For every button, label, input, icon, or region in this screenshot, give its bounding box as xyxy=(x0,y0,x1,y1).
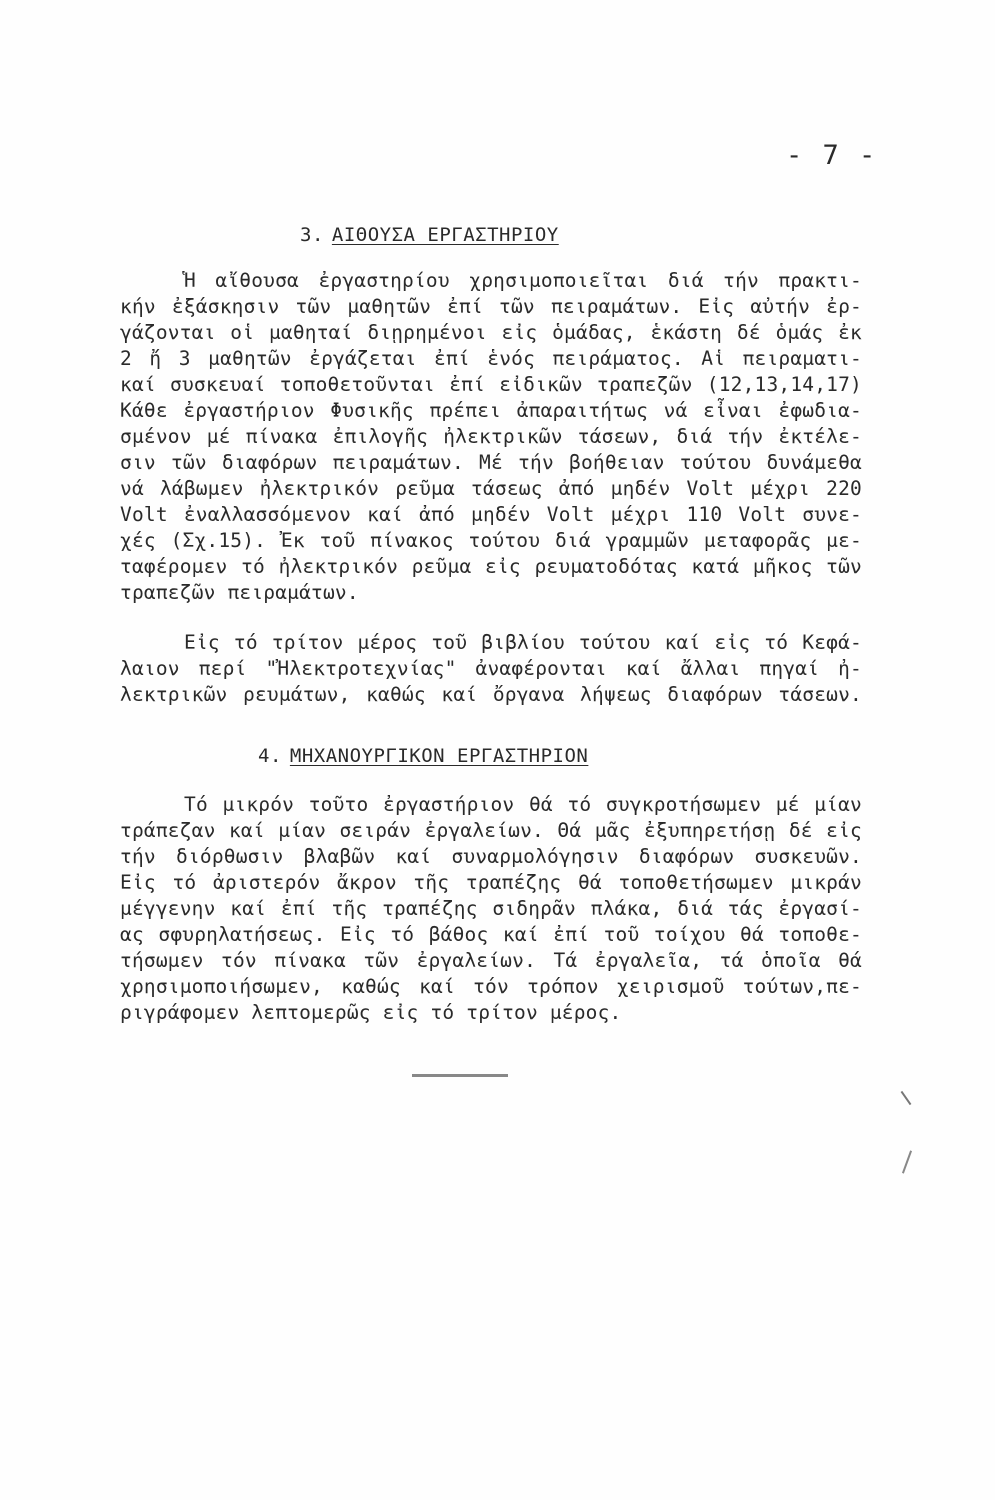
text-line: λαιον περί "Ἠλεκτροτεχνίας" ἀναφέρονται καί ἄλλαι πηγαί ἠ- xyxy=(120,657,862,680)
text-line: γάζονται οἱ μαθηταί διῃρημένοι εἰς ὁμάδας, ἑκάστη δέ ὁμάς ἐκ xyxy=(120,321,862,344)
text-line: 2 ἤ 3 μαθητῶν ἐργάζεται ἐπί ἑνός πειράματος. Αἱ πειραματι- xyxy=(120,347,862,370)
text-line: χρησιμοποιήσωμεν, καθώς καί τόν τρόπον χειρισμοῦ τούτων,πε- xyxy=(120,975,862,998)
text-line: ταφέρομεν τό ἠλεκτρικόν ρεῦμα εἰς ρευματοδότας κατά μῆκος τῶν xyxy=(120,555,862,578)
text-line: ας σφυρηλατήσεως. Εἰς τό βάθος καί ἐπί τοῦ τοίχου θά τοποθε- xyxy=(120,923,862,946)
text-line: Εἰς τό ἀριστερόν ἄκρον τῆς τραπέζης θά τοποθετήσωμεν μικράν xyxy=(120,871,862,894)
section-3-paragraph-1 xyxy=(120,268,862,606)
text-line: τήσωμεν τόν πίνακα τῶν ἐργαλείων. Τά ἐργαλεῖα, τά ὁποῖα θά xyxy=(120,949,862,972)
text-line: τραπεζῶν πειραμάτων. xyxy=(120,581,359,604)
scan-mark xyxy=(902,1150,912,1173)
text-line: καί συσκευαί τοποθετοῦνται ἐπί εἰδικῶν τραπεζῶν (12,13,14,17) xyxy=(120,373,862,396)
text-line: μέγγενην καί ἐπί τῆς τραπέζης σιδηρᾶν πλάκα, διά τάς ἐργασί- xyxy=(120,897,862,920)
text-line: Volt ἐναλλασσόμενον καί ἀπό μηδέν Volt μέχρι 110 Volt συνε- xyxy=(120,503,862,526)
text-line: τράπεζαν καί μίαν σειράν ἐργαλείων. Θά μᾶς ἐξυπηρετήσῃ δέ εἰς xyxy=(120,819,862,842)
section-3-paragraph-2 xyxy=(120,630,862,708)
text-line: σμένον μέ πίνακα ἐπιλογῆς ἠλεκτρικῶν τάσεων, διά τήν ἐκτέλε- xyxy=(120,425,862,448)
text-line: χές (Σχ.15). Ἐκ τοῦ πίνακος τούτου διά γραμμῶν μεταφορᾶς με- xyxy=(120,529,862,552)
section-title: ΑΙΘΟΥΣΑ ΕΡΓΑΣΤΗΡΙΟΥ xyxy=(331,224,559,246)
text-line: Ἡ αἴθουσα ἐργαστηρίου χρησιμοποιεῖται διά τήν πρακτι- xyxy=(184,269,862,292)
text-line: Εἰς τό τρίτον μέρος τοῦ βιβλίου τούτου καί εἰς τό Κεφά- xyxy=(184,631,862,654)
text-line: νά λάβωμεν ἠλεκτρικόν ρεῦμα τάσεως ἀπό μηδέν Volt μέχρι 220 xyxy=(120,477,862,500)
section-heading-4 xyxy=(258,745,588,767)
text-line: κήν ἐξάσκησιν τῶν μαθητῶν ἐπί τῶν πειραμάτων. Εἰς αὐτήν ἐρ- xyxy=(120,295,862,318)
section-4-paragraph-1 xyxy=(120,792,862,1026)
text-line: Κάθε ἐργαστήριον Φυσικῆς πρέπει ἀπαραιτήτως νά εἶναι ἐφωδια- xyxy=(120,399,862,422)
section-title: ΜΗΧΑΝΟΥΡΓΙΚΟΝ ΕΡΓΑΣΤΗΡΙΟΝ xyxy=(289,745,589,767)
text-line: Τό μικρόν τοῦτο ἐργαστήριον θά τό συγκροτήσωμεν μέ μίαν xyxy=(184,793,862,816)
section-heading-3 xyxy=(300,224,559,246)
text-line: λεκτρικῶν ρευμάτων, καθώς καί ὄργανα λήψεως διαφόρων τάσεων. xyxy=(120,683,862,706)
scan-mark xyxy=(901,1091,912,1105)
section-number: 4. xyxy=(258,745,282,767)
section-divider xyxy=(412,1074,508,1077)
text-line: ριγράφομεν λεπτομερῶς εἰς τό τρίτον μέρος. xyxy=(120,1001,622,1024)
text-line: σιν τῶν διαφόρων πειραμάτων. Μέ τήν βοήθειαν τούτου δυνάμεθα xyxy=(120,451,862,474)
page-number: - 7 - xyxy=(786,140,878,171)
text-line: τήν διόρθωσιν βλαβῶν καί συναρμολόγησιν διαφόρων συσκευῶν. xyxy=(120,845,862,868)
section-number: 3. xyxy=(300,224,324,246)
